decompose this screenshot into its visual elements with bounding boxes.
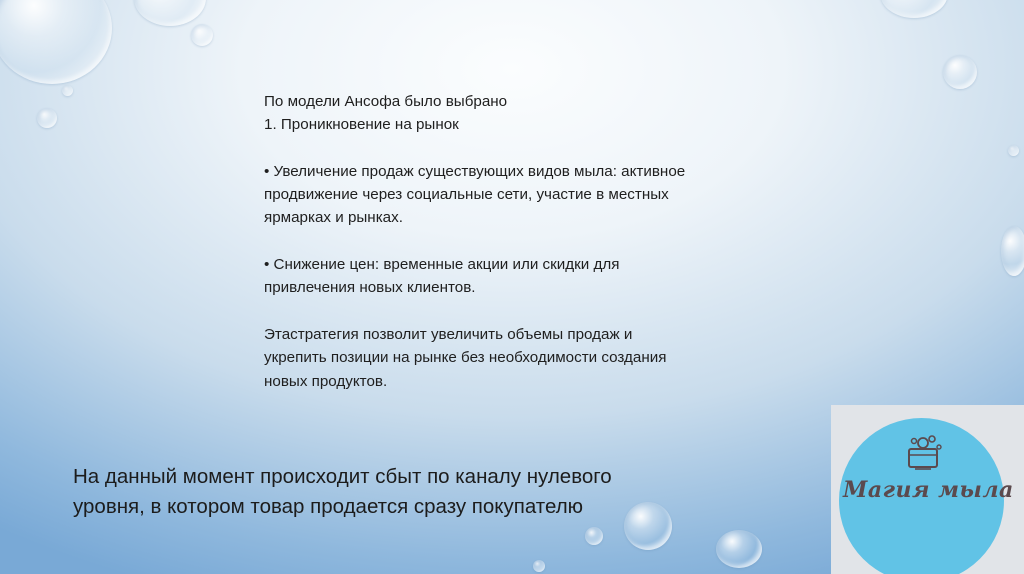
paragraph-spacer (264, 230, 784, 253)
water-drop-decoration (716, 530, 762, 568)
water-drop-decoration (880, 0, 948, 18)
water-drop-decoration (1001, 226, 1024, 276)
paragraph-spacer (264, 300, 784, 323)
strategy-step-line: 1. Проникновение на рынок (264, 116, 459, 134)
water-drop-decoration (533, 560, 545, 572)
conclusion-line-1: Этастратегия позволит увеличить объемы продаж и (264, 325, 633, 343)
water-drop-decoration (585, 527, 603, 545)
water-drop-decoration (943, 55, 977, 89)
paragraph-spacer (264, 137, 784, 160)
sales-channel-line-2: уровня, в котором товар продается сразу покупателю (73, 495, 584, 518)
bullet-sales-line-1: • Увеличение продаж существующих видов мыла: активное (264, 162, 686, 180)
water-drop-decoration (37, 108, 57, 128)
bullet-sales-line-3: ярмарках и рынках. (264, 209, 403, 227)
water-drop-decoration (1008, 145, 1019, 156)
intro-line: По модели Ансофа было выбрано (264, 93, 508, 110)
strategy-text-block (264, 90, 784, 393)
water-drop-decoration (134, 0, 206, 26)
logo-wordmark: Магия мыла (843, 477, 1014, 503)
sales-channel-statement (73, 462, 733, 522)
sales-channel-line-1: На данный момент происходит сбыт по каналу нулевого (73, 465, 612, 488)
conclusion-line-3: новых продуктов. (264, 372, 388, 390)
conclusion-line-2: укрепить позиции на рынке без необходимости создания (264, 349, 667, 367)
bullet-price-line-1: • Снижение цен: временные акции или скидки для (264, 256, 620, 274)
water-drop-decoration (0, 0, 112, 84)
bullet-sales-line-2: продвижение через социальные сети, участие в местных (264, 186, 669, 204)
water-drop-decoration (191, 24, 213, 46)
soap-bubbles-icon (903, 433, 945, 473)
water-drop-decoration (62, 85, 73, 96)
bullet-price-line-2: привлечения новых клиентов. (264, 279, 476, 297)
brand-logo (831, 405, 1024, 574)
